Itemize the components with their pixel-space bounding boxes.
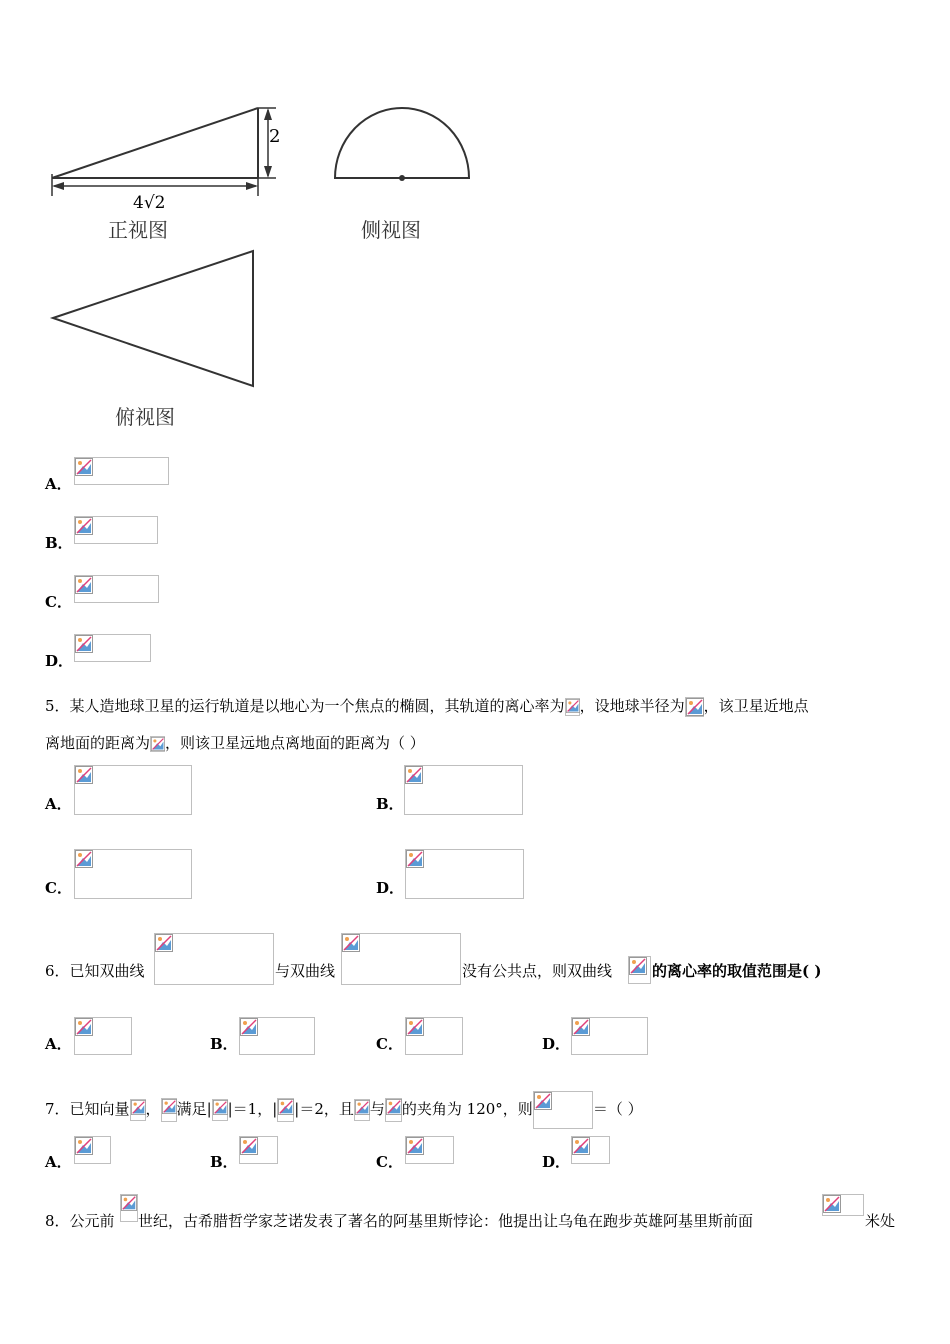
broken-image-icon [75,517,93,535]
broken-image-icon [566,699,580,713]
q7-option-d-label: D． [542,1153,571,1171]
broken-image-icon [131,1100,146,1115]
broken-image-icon [75,1137,93,1155]
broken-image-icon [686,698,704,716]
q8-text-c: 米处 [865,1212,896,1230]
broken-image-icon [155,934,173,952]
q5-option-b-label: B． [376,795,404,813]
q7-text-part: 的夹角为 120°，则 [401,1100,533,1118]
broken-image-icon [75,1018,93,1036]
q7-text-part: 7．已知向量 [45,1100,130,1118]
q8-century-image [120,1194,138,1222]
broken-image-icon [75,766,93,784]
q6-option-b-image [239,1017,315,1055]
q5-option-d-image [405,849,524,899]
q7-text-part: |＝2，且 [294,1100,354,1118]
q5-text-part: 离地面的距离为 [45,734,151,752]
q7-text-part: 满足| [176,1100,212,1118]
q7-angle-a-image [354,1099,370,1121]
q6-text-a: 6．已知双曲线 [45,962,145,980]
q7-text-part: ， [145,1100,161,1118]
q4-option-c-image [74,575,159,603]
top-view-caption: 俯视图 [115,405,175,429]
q4-option-c-label: C． [45,593,72,611]
q7-option-c-label: C． [376,1153,403,1171]
q6-option-b-label: B． [210,1035,238,1053]
front-view-caption: 正视图 [108,218,168,242]
q6-option-a-image [74,1017,132,1055]
broken-image-icon [572,1018,590,1036]
q6-option-c-image [405,1017,463,1055]
q5-option-a-label: A． [45,795,72,813]
broken-image-icon [406,1137,424,1155]
broken-image-icon [534,1092,552,1110]
q7-option-d-image [571,1136,610,1164]
broken-image-icon [240,1137,258,1155]
q8-text-a: 8．公元前 [45,1212,115,1230]
q6-hyperbola1-image [154,933,274,985]
q5-option-c-label: C． [45,879,72,897]
broken-image-icon [406,1018,424,1036]
width-dimension-label: 4√2 [133,193,166,213]
broken-image-icon [75,635,93,653]
q7-expression-image [533,1091,593,1129]
q8-text-b: 世纪，古希腊哲学家芝诺发表了著名的阿基里斯悖论：他提出让乌龟在跑步英雄阿基里斯前面 [138,1212,754,1230]
q5-perigee-image [150,736,165,752]
broken-image-icon [386,1099,402,1115]
q4-option-a-label: A． [45,475,72,493]
q7-vector-a-image [130,1099,146,1121]
broken-image-icon [355,1100,370,1115]
q5-eccentricity-image [565,698,580,716]
broken-image-icon [405,766,423,784]
height-dimension-label: 2 [269,126,281,147]
q7-text-part: |＝1，| [227,1100,278,1118]
q7-abs-a-image [212,1099,228,1121]
q5-option-c-image [74,849,192,899]
q8-distance-image [822,1194,864,1216]
broken-image-icon [121,1195,137,1211]
q7-option-c-image [405,1136,454,1164]
broken-image-icon [278,1099,294,1115]
q7-option-a-image [74,1136,111,1164]
broken-image-icon [572,1137,590,1155]
q5-option-a-image [74,765,192,815]
q5-stem-line1 [45,696,809,717]
q6-option-d-label: D． [542,1035,571,1053]
q6-text-d: 的离心率的取值范围是( ) [652,962,822,980]
q5-stem-line2 [45,733,425,753]
q4-option-d-label: D． [45,652,74,670]
q7-stem [45,1091,643,1129]
q7-vector-b-image [161,1098,177,1122]
q6-option-a-label: A． [45,1035,72,1053]
q5-text-part: ，该卫星近地点 [703,697,809,715]
q4-option-b-label: B． [45,534,73,552]
q4-option-d-image [74,634,151,662]
q7-text-part: ＝（ ） [592,1100,643,1118]
side-view-figure [330,100,480,190]
broken-image-icon [629,957,647,975]
broken-image-icon [75,576,93,594]
q6-text-c: 没有公共点，则双曲线 [462,962,613,980]
q4-option-a-image [74,457,169,485]
broken-image-icon [75,458,93,476]
broken-image-icon [213,1100,228,1115]
q7-abs-b-image [277,1098,294,1122]
broken-image-icon [151,737,165,751]
side-view-caption: 侧视图 [361,218,421,242]
front-view-figure [40,100,300,220]
q7-option-b-label: B． [210,1153,238,1171]
q6-option-c-label: C． [376,1035,403,1053]
broken-image-icon [240,1018,258,1036]
q7-angle-b-image [385,1098,402,1122]
top-view-figure [45,245,265,395]
q6-hyperbola2-image [341,933,461,985]
q5-text-part: ，设地球半径为 [579,697,685,715]
broken-image-icon [75,850,93,868]
q6-text-b: 与双曲线 [275,962,336,980]
q7-option-a-label: A． [45,1153,72,1171]
q5-text-part: 5．某人造地球卫星的运行轨道是以地心为一个焦点的椭圆，其轨道的离心率为 [45,697,565,715]
q7-option-b-image [239,1136,278,1164]
broken-image-icon [406,850,424,868]
q5-radius-image [685,697,704,717]
broken-image-icon [823,1195,841,1213]
q5-option-d-label: D． [376,879,405,897]
q6-option-d-image [571,1017,648,1055]
q4-option-b-image [74,516,158,544]
q5-option-b-image [404,765,523,815]
broken-image-icon [162,1099,177,1114]
broken-image-icon [342,934,360,952]
q7-text-part: 与 [369,1100,385,1118]
q5-text-part: ，则该卫星远地点离地面的距离为（ ） [165,734,425,752]
q6-curve-image [628,956,651,984]
